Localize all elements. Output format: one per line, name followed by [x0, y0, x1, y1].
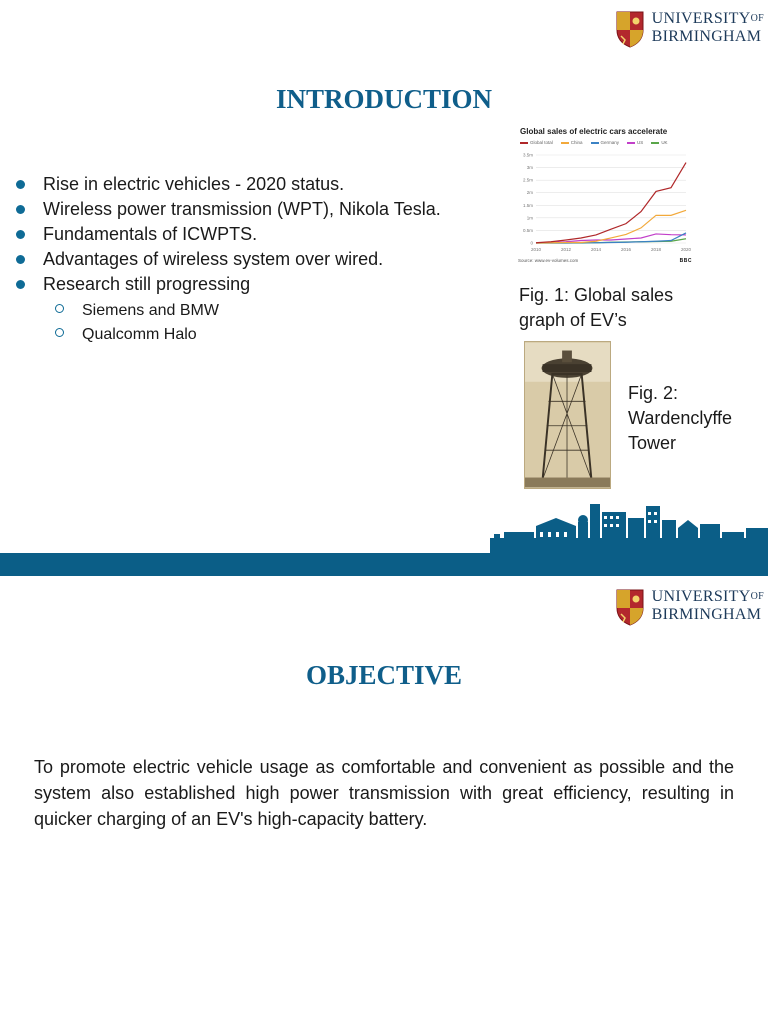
fig1-caption: Fig. 1: Global sales graph of EV’s — [519, 285, 674, 330]
legend-swatch — [651, 142, 659, 144]
crest-icon — [615, 588, 645, 626]
legend-label: China — [570, 140, 583, 145]
legend-item — [651, 140, 667, 145]
chart-title: Global sales of electric cars accelerate — [520, 127, 668, 136]
ev-sales-chart — [514, 125, 692, 267]
chart-plot — [514, 147, 692, 257]
university-logo — [615, 10, 764, 48]
x-tick-label: 2016 — [620, 247, 632, 252]
x-tick-label: 2010 — [530, 247, 542, 252]
legend-label: Global total — [530, 140, 553, 145]
y-tick-label: 3.5m — [522, 152, 533, 158]
intro-bullet-list — [16, 172, 441, 347]
legend-swatch — [561, 142, 569, 144]
sub-bullet-item: Qualcomm Halo — [43, 323, 441, 347]
bbc-credit: BBC — [679, 258, 692, 264]
bullet-item: Rise in electric vehicles - 2020 status. — [16, 172, 441, 197]
legend-item — [591, 140, 620, 145]
logo-line-birmingham: BIRMINGHAM — [651, 28, 762, 45]
logo-of: OF — [750, 591, 764, 602]
legend-swatch — [591, 142, 599, 144]
bullet-dot-icon — [16, 205, 25, 214]
wardenclyffe-tower-image — [524, 341, 611, 489]
y-tick-label: 1.5m — [522, 202, 533, 208]
legend-item — [561, 140, 583, 145]
legend-label: UK — [661, 140, 668, 145]
x-tick-label: 2012 — [560, 247, 572, 252]
y-tick-label: 0.5m — [522, 227, 533, 233]
legend-swatch — [520, 142, 528, 144]
sub-bullet-list — [43, 299, 441, 347]
logo-line-university: UNIVERSITY — [651, 10, 751, 27]
legend-item — [520, 140, 553, 145]
y-tick-label: 3m — [526, 165, 533, 171]
y-tick-label: 2m — [526, 190, 533, 196]
x-tick-label: 2020 — [680, 247, 692, 252]
bullet-item: Wireless power transmission (WPT), Nikola Tesla. — [16, 197, 441, 222]
slide-divider-band — [0, 553, 768, 576]
x-tick-label: 2018 — [650, 247, 662, 252]
y-tick-label: 1m — [526, 215, 533, 221]
logo-line-university: UNIVERSITY — [651, 588, 751, 605]
bullet-dot-icon — [16, 255, 25, 264]
logo-of: OF — [750, 13, 764, 24]
bullet-item: Fundamentals of ICWPTS. — [16, 222, 441, 247]
objective-title: OBJECTIVE — [305, 660, 463, 690]
legend-swatch — [627, 142, 635, 144]
bullet-dot-icon — [16, 230, 25, 239]
sub-bullet-item: Siemens and BMW — [43, 299, 441, 323]
university-logo — [615, 588, 764, 626]
bullet-dot-icon — [16, 180, 25, 189]
bullet-item: Advantages of wireless system over wired. — [16, 247, 441, 272]
legend-label: US — [637, 140, 644, 145]
fig2-caption: Fig. 2: Wardenclyffe Tower — [628, 383, 733, 453]
sub-bullet-circle-icon — [55, 328, 64, 337]
x-tick-label: 2014 — [590, 247, 602, 252]
chart-legend — [520, 140, 668, 145]
city-skyline-icon — [490, 498, 768, 553]
y-tick-label: 0 — [530, 240, 533, 246]
bullet-item: Research still progressing Siemens and BMW Qualcomm Halo — [16, 272, 441, 347]
logo-line-birmingham: BIRMINGHAM — [651, 606, 762, 623]
legend-item — [627, 140, 643, 145]
chart-source: Source: www.ev-volumes.com — [518, 258, 579, 263]
y-tick-label: 2.5m — [522, 177, 533, 183]
sub-bullet-circle-icon — [55, 304, 64, 313]
crest-icon — [615, 10, 645, 48]
objective-paragraph: To promote electric vehicle usage as comfortable and convenient as possible and the system also established high power transmission with great efficiency, resulting in quicker charging of an EV's high-capacity battery. — [34, 757, 734, 829]
intro-title: INTRODUCTION — [275, 84, 493, 114]
legend-label: Germany — [600, 140, 620, 145]
objective-slide — [0, 576, 768, 1024]
bullet-dot-icon — [16, 280, 25, 289]
series-line-china — [536, 210, 686, 243]
